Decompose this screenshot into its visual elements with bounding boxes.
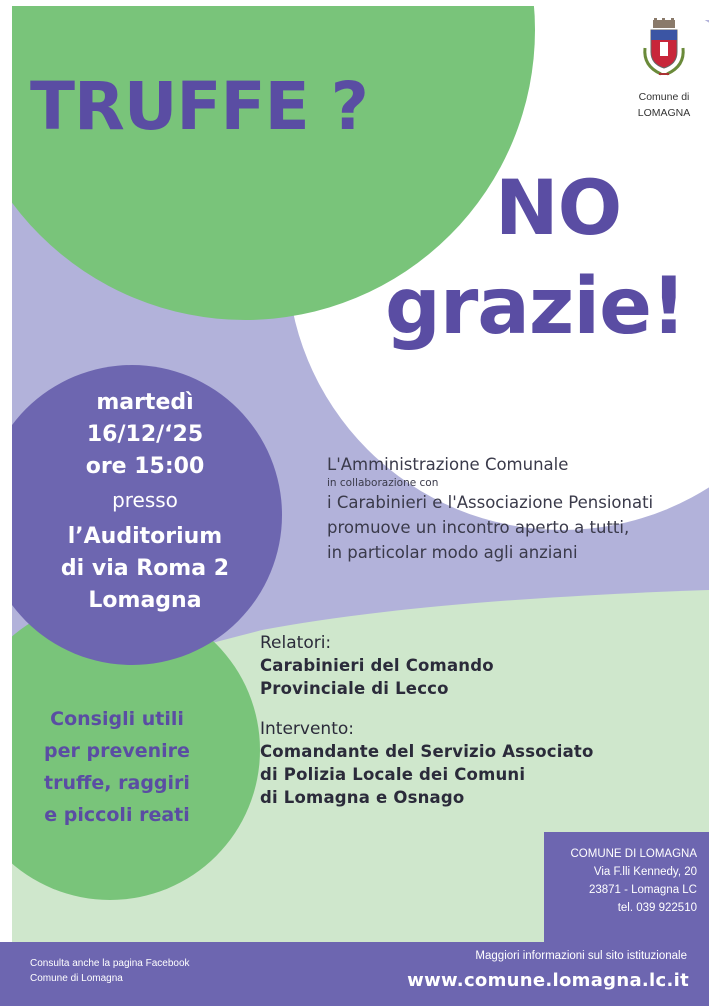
intervento-line2: di Polizia Locale dei Comuni: [260, 765, 526, 784]
tips-line1: Consigli utili: [50, 708, 184, 730]
headline-truffe: TRUFFE ?: [30, 68, 368, 145]
footer: [0, 942, 709, 1006]
event-date: 16/12/‘25: [86, 422, 204, 447]
event-venue-line3: Lomagna: [88, 588, 202, 613]
intro-text: [327, 454, 697, 565]
event-venue-line2: di via Roma 2: [60, 556, 230, 581]
relatori-label: Relatori:: [260, 633, 332, 653]
address-phone: tel. 039 922510: [617, 902, 697, 914]
tips-line2: per prevenire: [44, 740, 190, 762]
headline-grazie: grazie!: [385, 262, 686, 352]
intervento-line3: di Lomagna e Osnago: [260, 788, 465, 807]
facebook-line1: Consulta anche la pagina Facebook: [30, 958, 190, 969]
coat-of-arms-icon: [639, 18, 689, 84]
facebook-note: [30, 956, 190, 986]
speakers-section: [260, 632, 700, 809]
info-note: Maggiori informazioni sul sito istituzionale: [475, 950, 687, 962]
event-day: martedì: [96, 390, 194, 415]
intervento-line1: Comandante del Servizio Associato: [260, 742, 594, 761]
tips-line4: e piccoli reati: [44, 804, 190, 826]
event-time: ore 15:00: [85, 454, 205, 479]
website-link[interactable]: www.comune.lomagna.lc.it: [407, 970, 689, 991]
municipal-logo: [628, 18, 700, 120]
event-venue-line1: l’Auditorium: [67, 524, 223, 549]
intervento-label: Intervento:: [260, 719, 354, 739]
intro-line5: in particolar modo agli anziani: [327, 543, 578, 562]
relatori-line2: Provinciale di Lecco: [260, 679, 449, 698]
headline-no: NO: [495, 163, 622, 252]
intro-line4: promuove un incontro aperto a tutti,: [327, 518, 630, 537]
intro-line2: in collaborazione con: [327, 477, 439, 489]
address-street: Via F.lli Kennedy, 20: [593, 866, 697, 878]
intro-line1: L'Amministrazione Comunale: [327, 455, 569, 474]
facebook-line2: Comune di Lomagna: [30, 973, 123, 984]
address-name: COMUNE DI LOMAGNA: [570, 848, 697, 860]
relatori-line1: Carabinieri del Comando: [260, 656, 494, 675]
event-info: [40, 387, 250, 617]
logo-caption-line1: Comune di: [638, 91, 690, 103]
intro-line3: i Carabinieri e l'Associazione Pensionati: [327, 493, 654, 512]
logo-caption-line2: LOMAGNA: [637, 107, 691, 119]
address-city: 23871 - Lomagna LC: [588, 884, 697, 896]
tips-line3: truffe, raggiri: [44, 772, 190, 794]
address-box: [544, 832, 709, 942]
tips-text: [22, 703, 212, 831]
event-presso: presso: [112, 488, 178, 512]
